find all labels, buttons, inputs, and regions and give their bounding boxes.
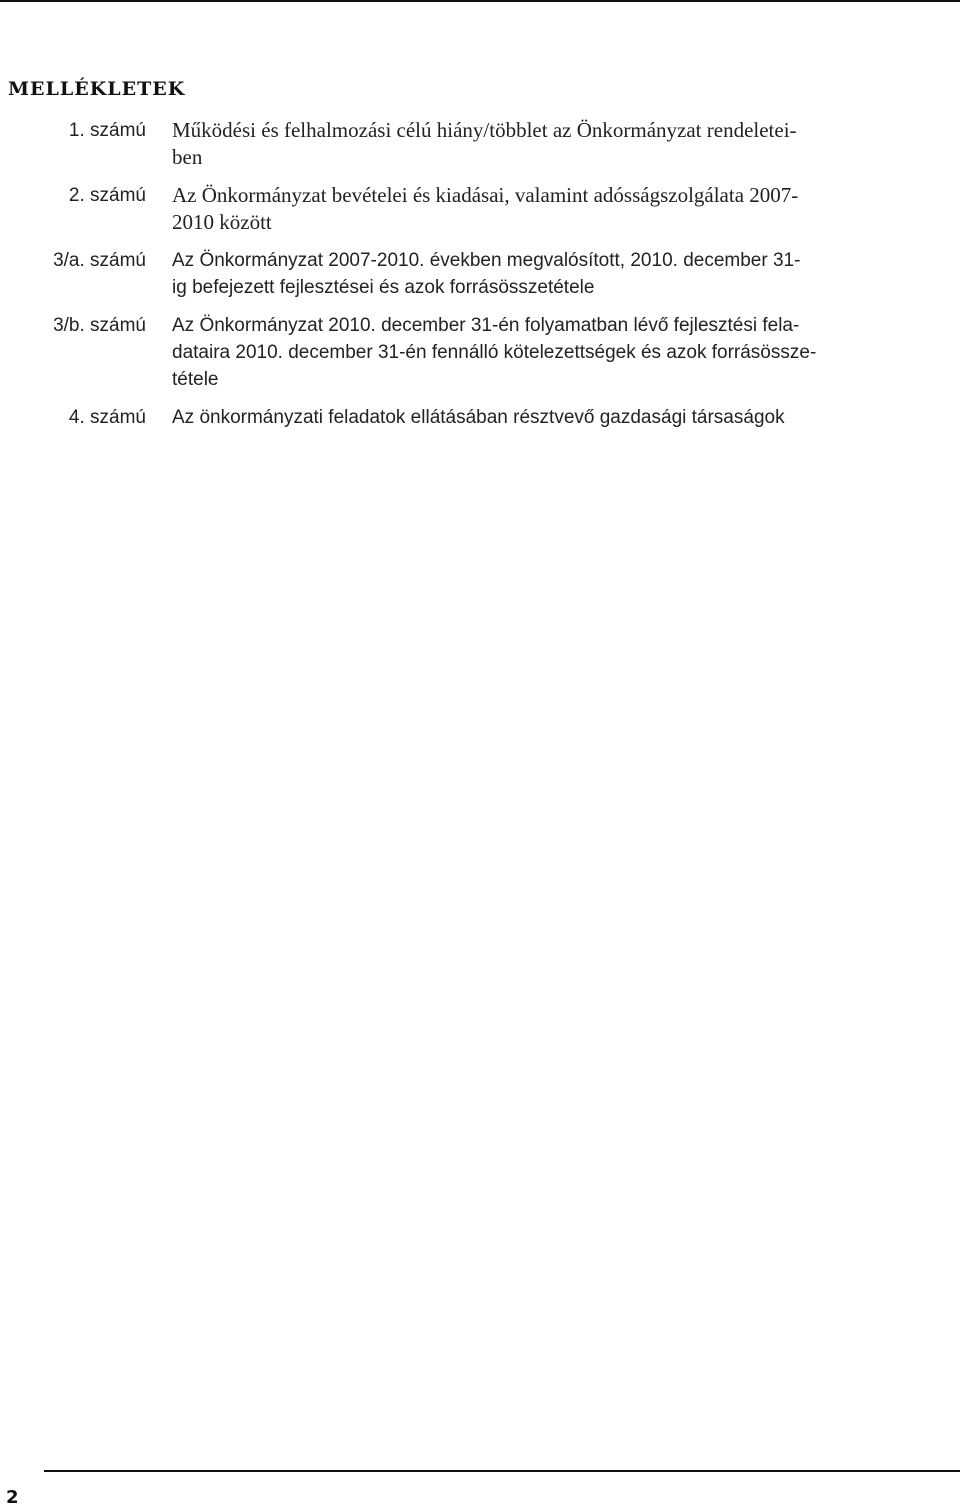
section-heading: MELLÉKLETEK: [8, 78, 186, 100]
annex-title-line: 2010 között: [172, 210, 272, 234]
annex-title: [172, 404, 942, 431]
annex-item-1: [0, 117, 960, 171]
annex-title-line: ben: [172, 145, 203, 169]
annex-title: [172, 247, 942, 301]
annex-title-line: dataira 2010. december 31-én fennálló kötelezettségek és azok forrásössze-: [172, 342, 817, 363]
annex-title-line: Az Önkormányzat 2010. december 31-én folyamatban lévő fejlesztési fela-: [172, 315, 800, 336]
annex-number: 3/b. számú: [53, 315, 146, 336]
annex-list: [0, 117, 960, 431]
annex-title: [172, 117, 942, 171]
annex-title-line: ig befejezett fejlesztései és azok forrásösszetétele: [172, 277, 595, 298]
annex-number: 1. számú: [68, 120, 146, 141]
annex-title-line: Az Önkormányzat 2007-2010. években megvalósított, 2010. december 31-: [172, 250, 801, 271]
annex-title-line: Az önkormányzati feladatok ellátásában résztvevő gazdasági társaságok: [172, 407, 785, 428]
annex-item-2: [0, 182, 960, 236]
annex-title-line: Az Önkormányzat bevételei és kiadásai, valamint adósságszolgálata 2007-: [172, 183, 799, 207]
annex-title-line: tétele: [172, 369, 219, 390]
annex-item-3b: [0, 312, 960, 393]
page-number: 2: [6, 1487, 19, 1508]
annex-item-3a: [0, 247, 960, 301]
annex-title: [172, 312, 942, 393]
annex-number: 3/a. számú: [53, 250, 146, 271]
top-rule: [0, 0, 960, 2]
annex-number: 2. számú: [68, 185, 146, 206]
annex-item-4: [0, 404, 960, 431]
annex-title-line: Működési és felhalmozási célú hiány/többlet az Önkormányzat rendeletei-: [172, 118, 797, 142]
annex-number: 4. számú: [68, 407, 146, 428]
bottom-rule: [44, 1470, 960, 1472]
annex-title: [172, 182, 942, 236]
